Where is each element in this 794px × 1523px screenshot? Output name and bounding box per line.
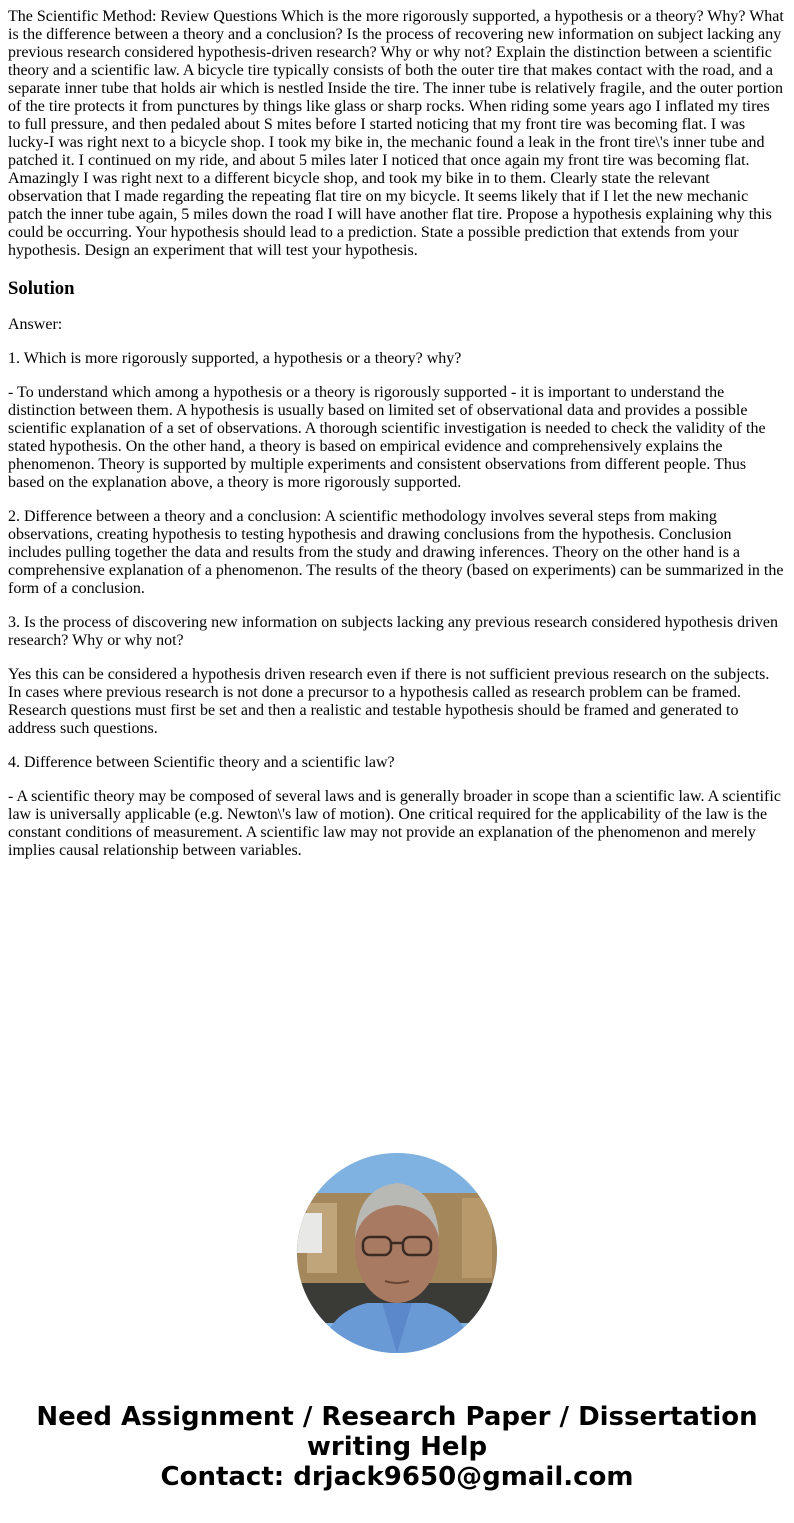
promo-line-1: Need Assignment / Research Paper / Dissertation: [36, 1402, 758, 1432]
person-photo-icon: [297, 1153, 497, 1353]
promo-contact: Contact: drjack9650@gmail.com: [160, 1462, 634, 1492]
answer-4-text: - A scientific theory may be composed of several laws and is generally broader in scope than a scientific law. A scientific law is universally applicable (e.g. Newton\'s law of motion). One critical required for the applicability of the law is the constant conditions of measurement. A scientific law may not provide an explanation of the phenomenon and merely implies causal relationship between variables.: [8, 788, 781, 859]
answer-3-text: Yes this can be considered a hypothesis driven research even if there is not sufficient previous research on the subjects. In cases where previous research is not done a precursor to a hypothesis called as research problem can be framed. Research questions must first be set and then a realistic and testable hypothesis should be framed and generated to address such questions.: [8, 666, 770, 737]
question-4-heading: 4. Difference between Scientific theory and a scientific law?: [8, 754, 395, 771]
answer-body: [8, 316, 786, 860]
promo-banner: [0, 1402, 794, 1492]
question-3-heading: 3. Is the process of discovering new information on subjects lacking any previous research considered hypothesis driven research? Why or why not?: [8, 614, 779, 649]
answer-1-text: - To understand which among a hypothesis or a theory is rigorously supported - it is important to understand the distinction between them. A hypothesis is usually based on limited set of observational data and provides a possible scientific explanation of a set of observations. A thorough scientific investigation is needed to check the validity of the stated hypothesis. On the other hand, a theory is based on empirical evidence and comprehensively explains the phenomenon. Theory is supported by multiple experiments and consistent observations from different people. Thus based on the explanation above, a theory is more rigorously supported.: [8, 384, 766, 491]
answer-2-text: 2. Difference between a theory and a conclusion: A scientific methodology involves several steps from making observations, creating hypothesis to testing hypothesis and drawing conclusions from the hypothesis. Conclusion includes pulling together the data and results from the study and drawing inferences. Theory on the other hand is a comprehensive explanation of a phenomenon. The results of the theory (based on experiments) can be summarized in the form of a conclusion.: [8, 508, 784, 597]
question-text: The Scientific Method: Review Questions Which is the more rigorously supported, a hypothesis or a theory? Why? What is the difference between a theory and a conclusion? Is the process of recovering new information on subject lacking any previous research considered hypothesis-driven research? Why or why not? Explain the distinction between a scientific theory and a scientific law. A bicycle tire typically consists of both the outer tire that makes contact with the road, and a separate inner tube that holds air which is nestled Inside the tire. The inner tube is relatively fragile, and the outer portion of the tire protects it from punctures by things like glass or sharp rocks. When riding some years ago I inflated my tires to full pressure, and then pedaled about S mites before I started noticing that my front tire was becoming flat. I was lucky-I was right next to a bicycle shop. I took my bike in, the mechanic found a leak in the front tire\'s inner tube and patched it. I continued on my ride, and about 5 miles later I noticed that once again my front tire was becoming flat. Amazingly I was right next to a different bicycle shop, and took my bike in to them. Clearly state the relevant observation that I made regarding the repeating flat tire on my bicycle. It seems likely that if I let the new mechanic patch the inner tube again, 5 miles down the road I will have another flat tire. Propose a hypothesis explaining why this could be occurring. Your hypothesis should lead to a prediction. State a possible prediction that extends from your hypothesis. Design an experiment that will test your hypothesis.: [8, 8, 784, 259]
answer-label: Answer:: [8, 316, 63, 333]
question-1-heading: 1. Which is more rigorously supported, a hypothesis or a theory? why?: [8, 350, 462, 367]
document-content: [8, 8, 786, 860]
avatar: [297, 1153, 497, 1353]
promo-line-2: writing Help: [306, 1432, 488, 1462]
solution-heading: Solution: [8, 278, 75, 299]
